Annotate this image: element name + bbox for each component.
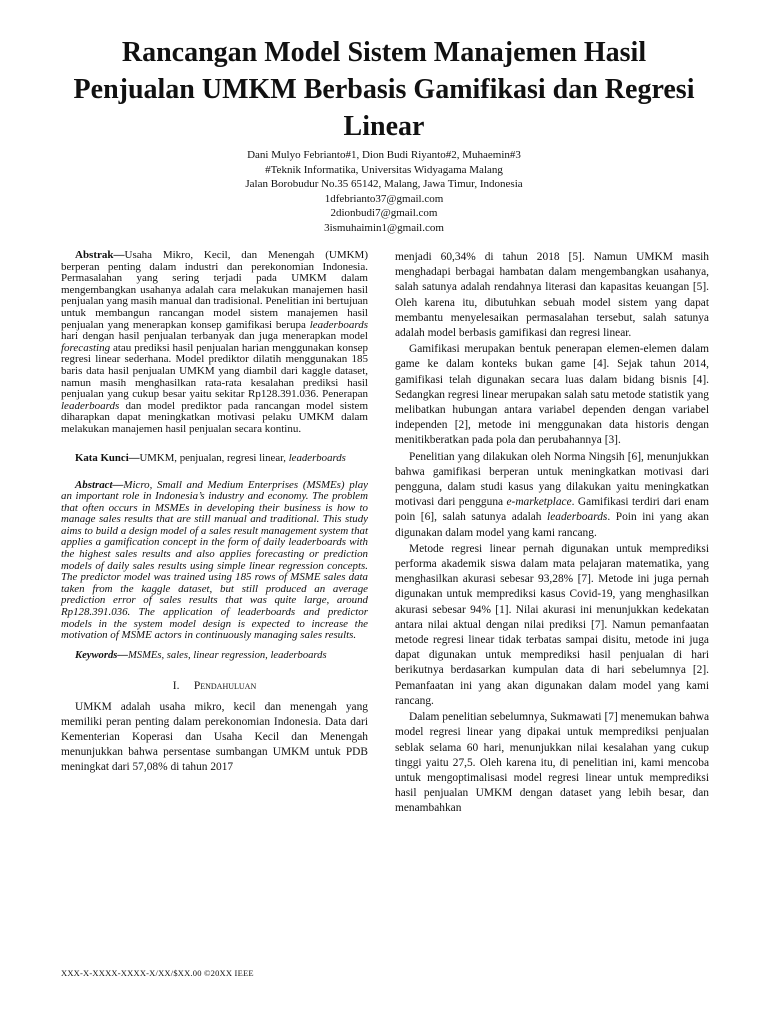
author-names: Dani Mulyo Febrianto#1, Dion Budi Riyanto#2, Muhaemin#3 (247, 149, 521, 161)
author-block (84, 148, 684, 235)
abstract-english: Abstract—Micro, Small and Medium Enterprises (MSMEs) play an important role in Indonesia’s industry and economy. The problem that often occurs in MSMEs in developing their business is how to manage sales results that are still manual and traditional. This study aims to build a design model of a sales result management system that applies a gamification concept in the form of daily leaderboards with the highest sales results and also applies forecasting or prediction models of daily sales results using simple linear regression concepts. The predictor model was trained using 185 rows of MSME sales data taken from the kaggle dataset, but still produced an average prediction error of sales results that was quite large, around Rp128.391.036. The application of leaderboards and predictor models in the system model design is expected to increase the motivation of MSME actors in continuously managing sales results. (61, 478, 368, 642)
email-2: 2dionbudi7@gmail.com (330, 207, 438, 219)
copyright-footer: XXX-X-XXXX-XXXX-X/XX/$XX.00 ©20XX IEEE (61, 968, 254, 978)
body-paragraph-1: menjadi 60,34% di tahun 2018 [5]. Namun UMKM masih menghadapi berbagai hambatan dalam mengembangkan usahanya, salah satunya adalah rendahnya literasi dan kapasitas keuangan [5]. Oleh karena itu, dibutuhkan sebuah model sistem yang dapat membantu menyelesaikan permasalahan tersebut, salah satunya adalah model berbasis gamifikasi dan regresi linear. (395, 251, 709, 340)
affiliation: #Teknik Informatika, Universitas Widyagama Malang (265, 163, 503, 176)
body-paragraph-4: Metode regresi linear pernah digunakan untuk memprediksi performa akademik siswa dalam mata pelajaran matematika, yang menghasilkan akurasi sebesar 93,28% [7]. Metode ini juga pernah digunakan untuk memprediksi kasus Covid-19, yang menghasilkan akurasi sebesar 94% [1]. Nilai akurasi ini menunjukkan kedekatan antara nilai aktual dengan nilai prediksi [7]. Namun pemanfaatan metode regresi linear tidak terbatas sampai disitu, metode ini juga dapat digunakan untuk memprediksi hasil penjualan di hari berikutnya berdasarkan kumpulan data di hari sebelumnya [2]. Pemanfaatan ini yang akan digunakan dalam model yang kami rancang. (395, 542, 709, 707)
body-paragraph-2: Gamifikasi merupakan bentuk penerapan elemen-elemen dalam game ke dalam konteks bukan game [4]. Sejak tahun 2014, gamifikasi telah digunakan secara luas dalam bidang bisnis [4]. Sedangkan regresi linear merupakan salah satu metode statistik yang melibatkan hubungan antara variabel dependen dengan variabel independen [2], metode ini menggunakan data historis dengan menitikberatkan pada pola dan perubahannya [3]. (395, 343, 709, 447)
paper-title: Rancangan Model Sistem Manajemen Hasil Penjualan UMKM Berbasis Gamifikasi dan Regresi Linear (73, 37, 695, 142)
body-paragraph-3: Penelitian yang dilakukan oleh Norma Ningsih [6], menunjukkan bahwa gamifikasi berperan untuk meningkatkan motivasi dari pengguna, dalam studi kasus yang dilakukan yaitu meningkatkan motivasi dari pengguna e-marketplace. Gamifikasi terdiri dari enam poin [6], salah satunya adalah leaderboards. Poin ini yang akan digunakan dalam model yang kami rancang. (395, 450, 709, 539)
keywords-english: Keywords—MSMEs, sales, linear regression, leaderboards (75, 649, 327, 661)
keywords-indonesian: Kata Kunci—UMKM, penjualan, regresi linear, leaderboards (75, 451, 346, 464)
body-paragraph-5: Dalam penelitian sebelumnya, Sukmawati [7] menemukan bahwa model regresi linear yang dipakai untuk memprediksi penjualan seblak selama 60 hari, menunjukkan nilai kesalahan yang cukup tinggi yaitu 27,5. Oleh karena itu, di penelitian ini, kami mencoba untuk mengoptimalisasi model regresi linear untuk memprediksi hasil penjualan UMKM dengan dataset yang lebih besar, dan menambahkan (395, 711, 709, 815)
abstract-label: Abstrak— (75, 249, 125, 261)
intro-paragraph-1: UMKM adalah usaha mikro, kecil dan menengah yang memiliki peran penting dalam perekonomian Indonesia. Data dari Kementerian Koperasi dan Usaha Kecil dan Menengah menunjukkan bahwa persentase sumbangan UMKM untuk PDB meningkat dari 57,08% di tahun 2017 (61, 700, 368, 774)
email-3: 3ismuhaimin1@gmail.com (324, 221, 444, 234)
abstract-indonesian: Abstrak—Usaha Mikro, Kecil, dan Menengah (UMKM) berperan penting dalam industri dan perekonomian Indonesia. Permasalahan yang sering terjadi pada UMKM dalam mengembangkan usahanya adalah cara melakukan manajemen hasil penjualan yang masih manual dan tradisional. Penelitian ini bertujuan untuk membangun rancangan model sistem manajemen hasil penjualan yang menerapkan konsep gamifikasi berupa leaderboards hari dengan hasil penjualan terbanyak dan juga menerapkan model forecasting atau prediksi hasil penjualan harian menggunakan konsep regresi linear sederhana. Model prediktor dilatih menggunakan 185 baris data hasil penjualan UMKM yang diambil dari kaggle dataset, namun masih menghasilkan rata-rata kesalahan prediksi hasil penjualan yang cukup besar yaitu sekitar Rp128.391.036. Penerapan leaderboards dan model prediktor pada rancangan model sistem diharapkan dapat meningkatkan motivasi pelaku UMKM dalam melakukan manajemen hasil penjualan secara kontinu. (61, 249, 369, 435)
section-heading-introduction: I. Pendahuluan (172, 679, 257, 692)
left-column (61, 250, 368, 776)
right-column (395, 250, 709, 817)
email-1: 1dfebrianto37@gmail.com (324, 192, 444, 205)
address: Jalan Borobudur No.35 65142, Malang, Jawa Timur, Indonesia (245, 178, 523, 190)
